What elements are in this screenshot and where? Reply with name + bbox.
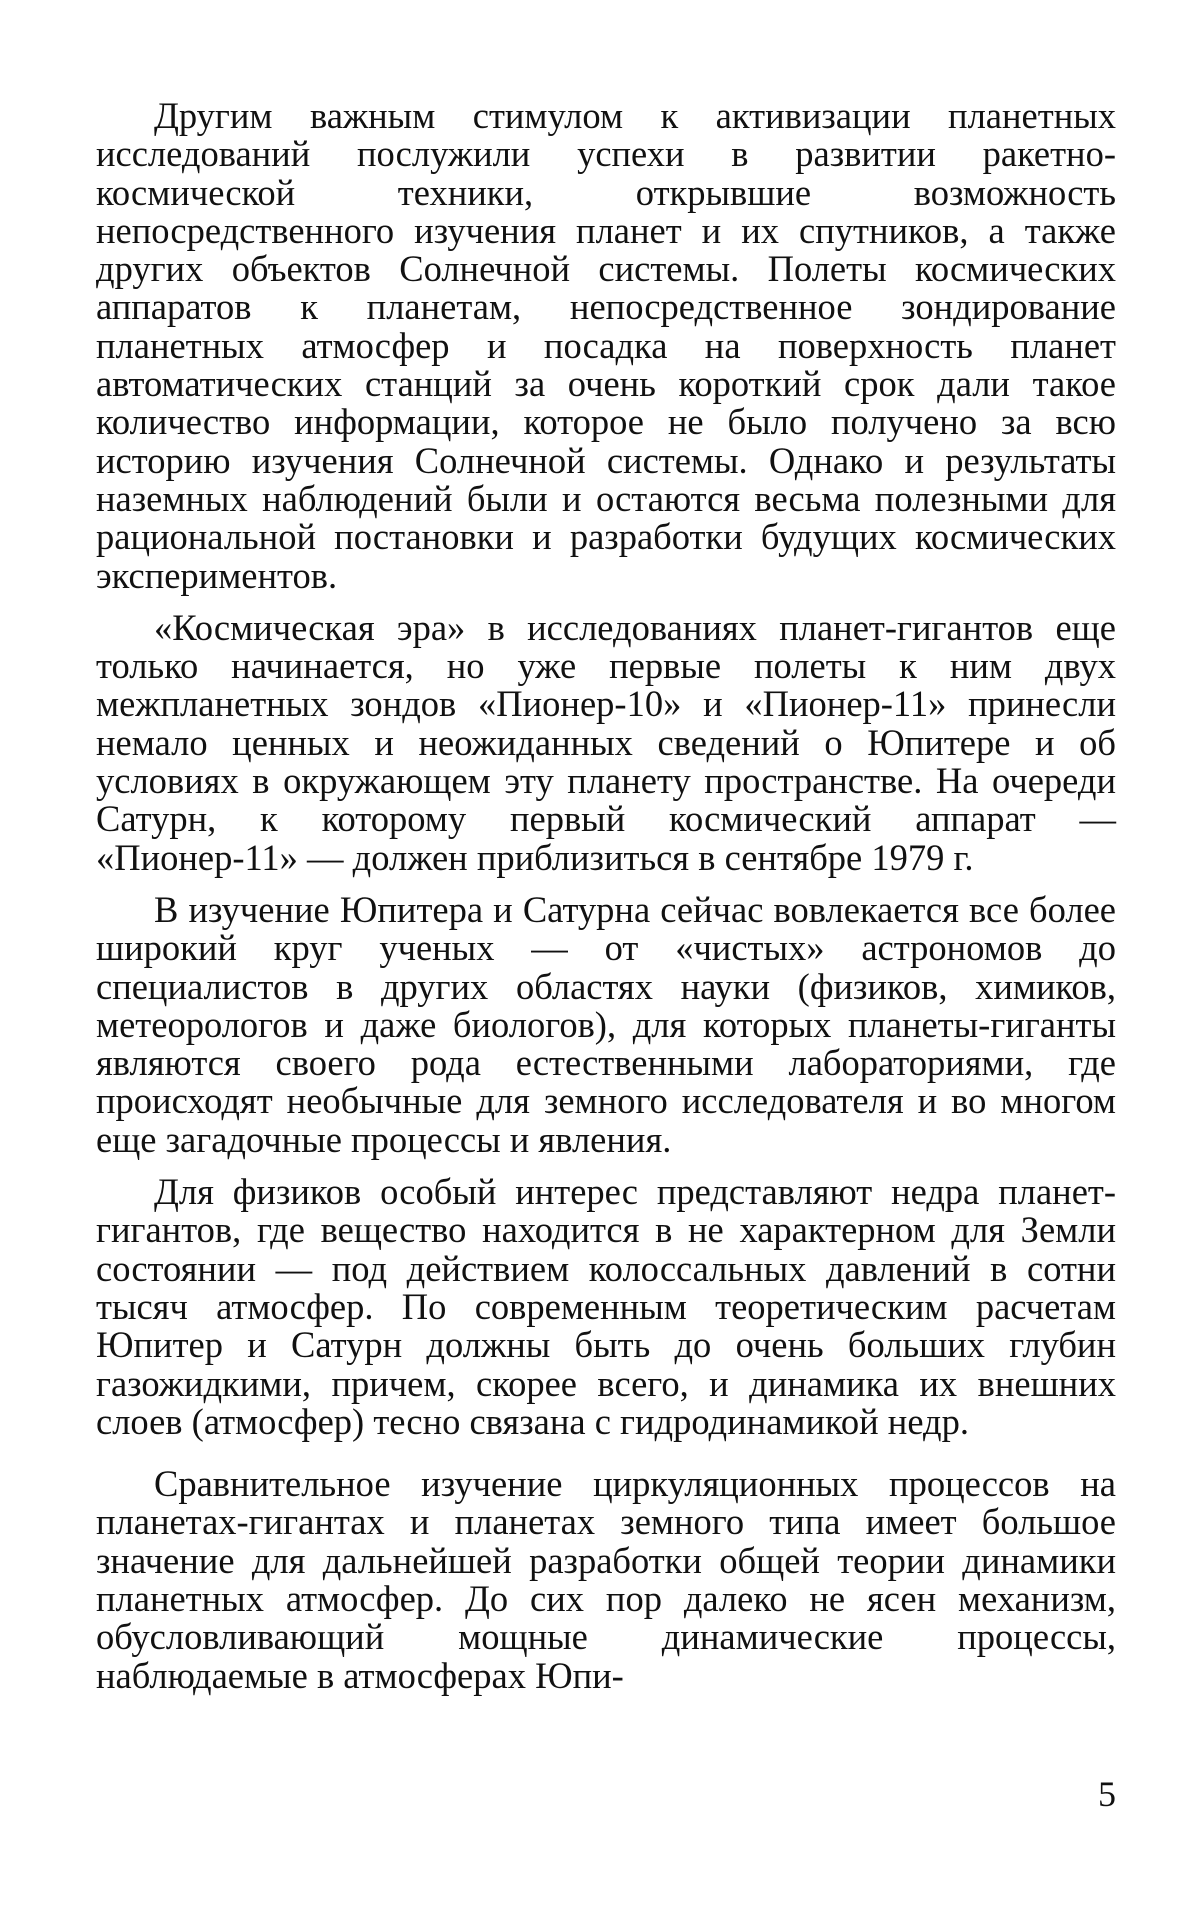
paragraph-physics-interest: Для физиков особый интерес представляют недра планет-гигантов, где вещество находится в не характерном для Земли состоянии — под действием колоссальных давлений в сотни тысяч атмосфер. По современным теоретическим расчетам Юпитер и Сатурн должны быть до очень больших глубин газожидкими, причем, скорее всего, и динамика их внешних слоев (атмосфер) тесно связана с гидродинамикой недр. — [96, 1171, 1116, 1442]
page-number: 5 — [1098, 1774, 1116, 1814]
paragraph-research-stimulus: Другим важным стимулом к активизации планетных исследований послужили успехи в развитии ракетно-космической техники, открывшие возможность непосредственного изучения планет и их спутников, а также других объектов Солнечной системы. Полеты космических аппаратов к планетам, непосредственное зондирование планетных атмосфер и посадка на поверхность планет автоматических станций за очень короткий срок дали такое количество информации, которое не было получено за всю историю изучения Солнечной системы. Однако и результаты наземных наблюдений были и остаются весьма полезными для рациональной постановки и разработки будущих космических экспериментов. — [96, 95, 1116, 596]
paragraph-comparative-study: Сравнительное изучение циркуляционных процессов на планетах-гигантах и планетах земного типа имеет большое значение для дальнейшей разработки общей теории динамики планетных атмосфер. До сих пор далеко не ясен механизм, обусловливающий мощные динамические процессы, наблюдаемые в атмосферах Юпи- — [96, 1463, 1116, 1696]
paragraph-space-era: «Космическая эра» в исследованиях планет-гигантов еще только начинается, но уже первые полеты к ним двух межпланетных зондов «Пионер-10» и «Пионер-11» принесли немало ценных и неожиданных сведений о Юпитере и об условиях в окружающем эту планету пространстве. На очереди Сатурн, к которому первый космический аппарат — «Пионер-11» — должен приблизиться в сентябре 1979 г. — [96, 606, 1116, 878]
paragraph-scientists-involvement: В изучение Юпитера и Сатурна сейчас вовлекается все более широкий круг ученых — от «чистых» астрономов до специалистов в других областях науки (физиков, химиков, метеорологов и даже биологов), для которых планеты-гиганты являются своего рода естественными лабораториями, где происходят необычные для земного исследователя и во многом еще загадочные процессы и явления. — [96, 888, 1116, 1160]
page-body — [96, 97, 1116, 1695]
